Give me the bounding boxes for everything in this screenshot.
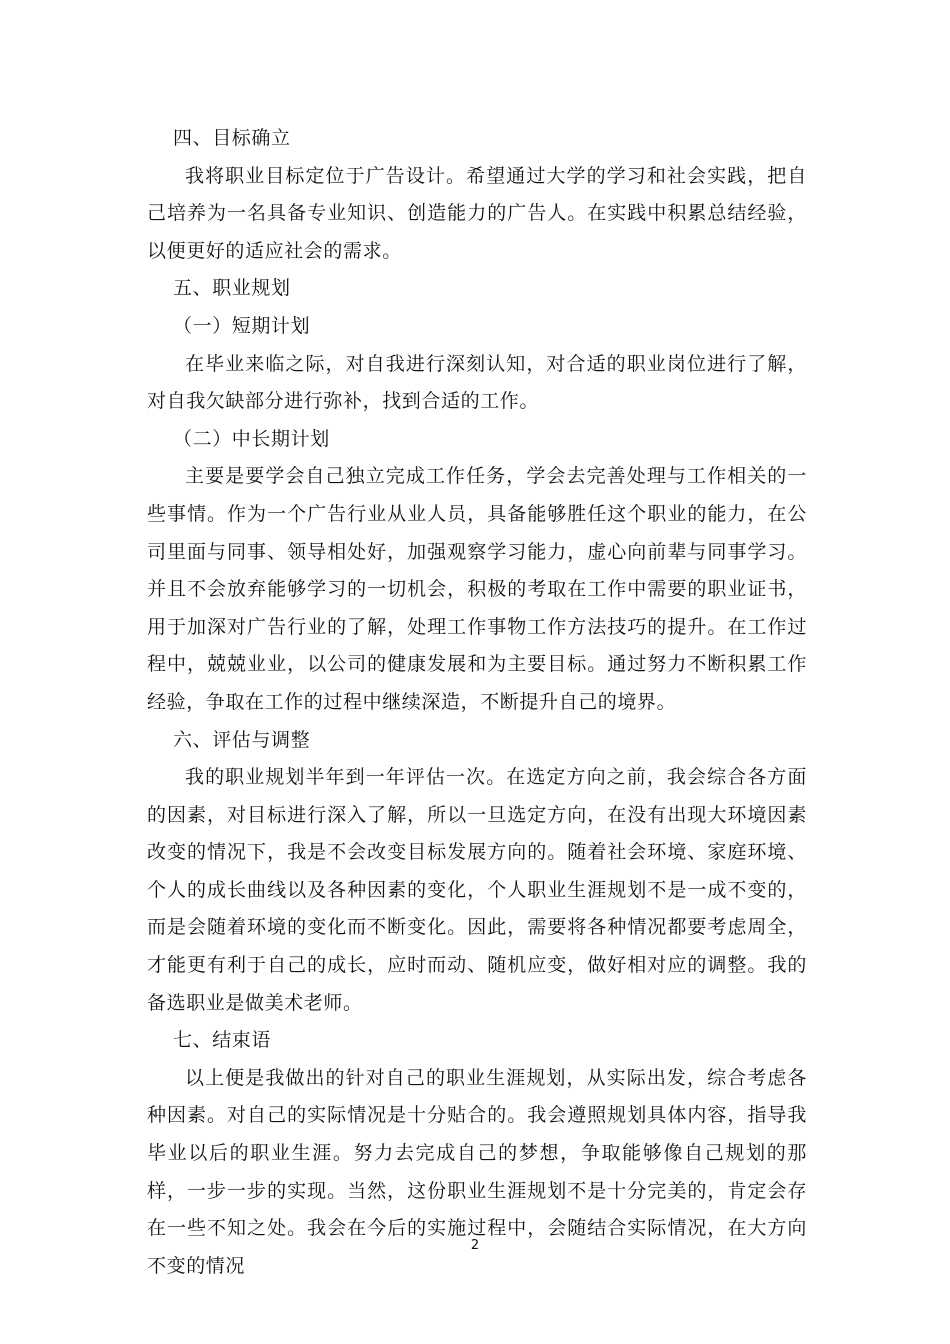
section-heading-conclusion: 七、结束语 [173, 1029, 272, 1052]
section-heading-evaluation: 六、评估与调整 [173, 728, 311, 751]
document-body [147, 120, 807, 1285]
paragraph-short-term: 在毕业来临之际，对自我进行深刻认知，对合适的职业岗位进行了解，对自我欠缺部分进行弥补，找到合适的工作。 [147, 352, 807, 413]
paragraph-conclusion: 以上便是我做出的针对自己的职业生涯规划，从实际出发，综合考虑各种因素。对自己的实际情况是十分贴合的。我会遵照规划具体内容，指导我毕业以后的职业生涯。努力去完成自己的梦想，争取能够像自己规划的那样，一步一步的实现。当然，这份职业生涯规划不是十分完美的，肯定会存在一些不知之处。我会在今后的实施过程中，会随结合实际情况，在大方向不变的情况 [147, 1066, 807, 1277]
subheading-short-term: （一）短期计划 [173, 314, 311, 337]
paragraph-mid-long-term: 主要是要学会自己独立完成工作任务，学会去完善处理与工作相关的一些事情。作为一个广告行业从业人员，具备能够胜任这个职业的能力，在公司里面与同事、领导相处好，加强观察学习能力，虚心向前辈与同事学习。并且不会放弃能够学习的一切机会，积极的考取在工作中需要的职业证书，用于加深对广告行业的了解，处理工作事物工作方法技巧的提升。在工作过程中，兢兢业业，以公司的健康发展和为主要目标。通过努力不断积累工作经验，争取在工作的过程中继续深造，不断提升自己的境界。 [147, 465, 807, 713]
paragraph-evaluation: 我的职业规划半年到一年评估一次。在选定方向之前，我会综合各方面的因素，对目标进行深入了解，所以一旦选定方向，在没有出现大环境因素改变的情况下，我是不会改变目标发展方向的。随着社会环境、家庭环境、个人的成长曲线以及各种因素的变化，个人职业生涯规划不是一成不变的，而是会随着环境的变化而不断变化。因此，需要将各种情况都要考虑周全，才能更有利于自己的成长，应时而动、随机应变，做好相对应的调整。我的备选职业是做美术老师。 [147, 766, 807, 1014]
section-heading-career-plan: 五、职业规划 [173, 277, 291, 300]
section-heading-goal: 四、目标确立 [173, 127, 291, 149]
subheading-mid-long-term: （二）中长期计划 [173, 427, 330, 450]
page-number: 2 [470, 1238, 480, 1253]
paragraph-goal: 我将职业目标定位于广告设计。希望通过大学的学习和社会实践，把自己培养为一名具备专业知识、创造能力的广告人。在实践中积累总结经验，以便更好的适应社会的需求。 [147, 164, 807, 262]
